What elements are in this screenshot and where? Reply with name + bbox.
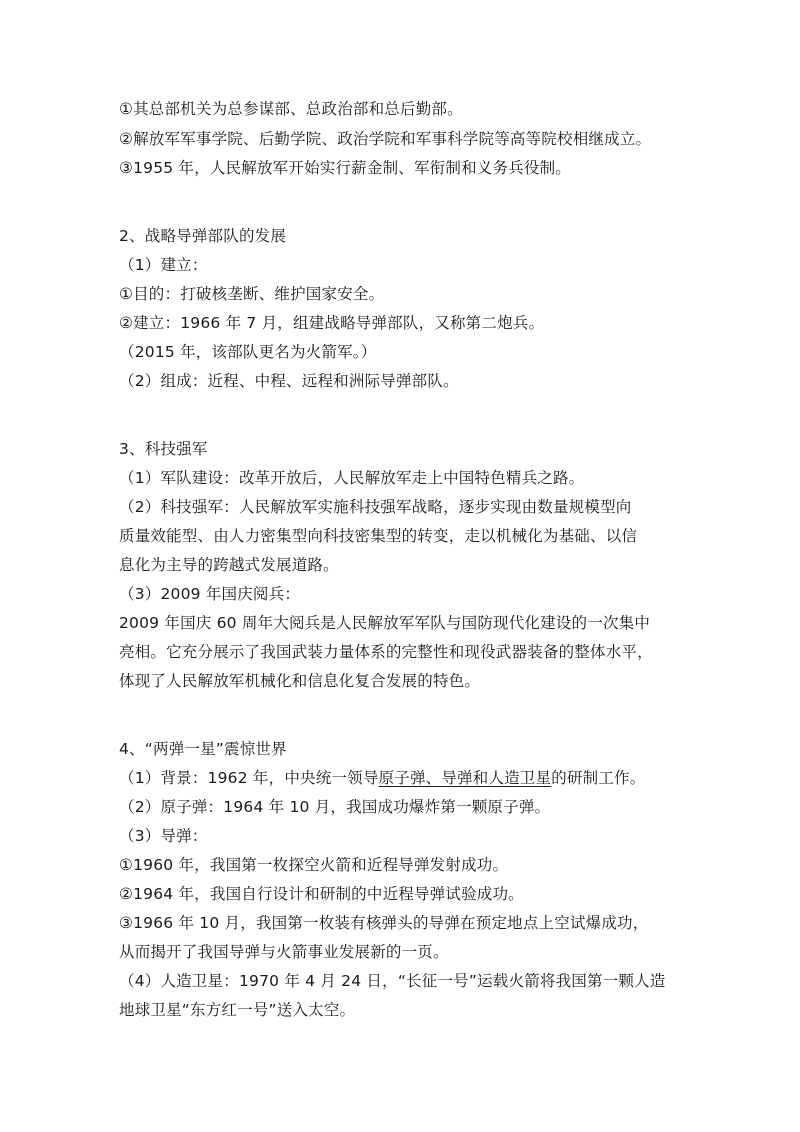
- subheading-tech-strategy-line1: （2）科技强军：人民解放军实施科技强军战略，逐步实现由数量规模型向: [119, 498, 632, 516]
- list-item-1960-rocket: ①1960 年，我国第一枚探空火箭和近程导弹发射成功。: [119, 856, 509, 874]
- list-item-purpose: ①目的：打破核垄断、维护国家安全。: [119, 285, 385, 303]
- background-text-suffix: 的研制工作。: [551, 769, 646, 787]
- underlined-phrase: 原子弹、导弹和人造卫星: [378, 769, 552, 787]
- paragraph-parade-line3: 体现了人民解放军机械化和信息化复合发展的特色。: [119, 672, 481, 690]
- subheading-army-building: （1）军队建设：改革开放后，人民解放军走上中国特色精兵之路。: [119, 469, 585, 487]
- subheading-atomic-bomb: （2）原子弹：1964 年 10 月，我国成功爆炸第一颗原子弹。: [119, 798, 551, 816]
- list-item-headquarters: ①其总部机关为总参谋部、总政治部和总后勤部。: [119, 100, 463, 118]
- subheading-tech-strategy-line2: 质量效能型、由人力密集型向科技密集型的转变，走以机械化为基础、以信: [119, 527, 638, 545]
- list-item-1955-reforms: ③1955 年，人民解放军开始实行薪金制、军衔制和义务兵役制。: [119, 159, 571, 177]
- list-item-1966-nuclear-missile-line2: 从而揭开了我国导弹与火箭事业发展新的一页。: [119, 943, 449, 961]
- list-item-1964-missile: ②1964 年，我国自行设计和研制的中近程导弹试验成功。: [119, 885, 524, 903]
- subheading-missile: （3）导弹：: [119, 827, 208, 845]
- paragraph-parade-line1: 2009 年国庆 60 周年大阅兵是人民解放军军队与国防现代化建设的一次集中: [119, 614, 651, 632]
- paragraph-parade-line2: 亮相。它充分展示了我国武装力量体系的完整性和现役武器装备的整体水平，: [119, 643, 653, 661]
- note-rocket-force: （2015 年，该部队更名为火箭军。）: [119, 343, 377, 361]
- section-heading-two-bombs-one-satellite: 4、“两弹一星”震惊世界: [119, 740, 287, 758]
- list-item-academies: ②解放军军事学院、后勤学院、政治学院和军事科学院等高等院校相继成立。: [119, 130, 652, 148]
- background-text-prefix: （1）背景：1962 年，中央统一领导: [119, 769, 379, 787]
- list-item-establishment: ②建立：1966 年 7 月，组建战略导弹部队，又称第二炮兵。: [119, 314, 545, 332]
- section-heading-tech-strong-army: 3、科技强军: [119, 440, 208, 458]
- subheading-satellite-line2: 地球卫星“东方红一号”送入太空。: [119, 1001, 356, 1019]
- section-heading-strategic-missile: 2、战略导弹部队的发展: [119, 227, 287, 245]
- subheading-satellite-line1: （4）人造卫星：1970 年 4 月 24 日，“长征一号”运载火箭将我国第一颗人造: [119, 972, 666, 990]
- subheading-parade: （3）2009 年国庆阅兵：: [119, 585, 301, 603]
- subheading-establishment: （1）建立：: [119, 256, 208, 274]
- subheading-background: [119, 768, 645, 788]
- subheading-tech-strategy-line3: 息化为主导的跨越式发展道路。: [119, 556, 339, 574]
- list-item-1966-nuclear-missile-line1: ③1966 年 10 月，我国第一枚装有核弹头的导弹在预定地点上空试爆成功，: [119, 914, 649, 932]
- subheading-composition: （2）组成：近程、中程、远程和洲际导弹部队。: [119, 372, 459, 390]
